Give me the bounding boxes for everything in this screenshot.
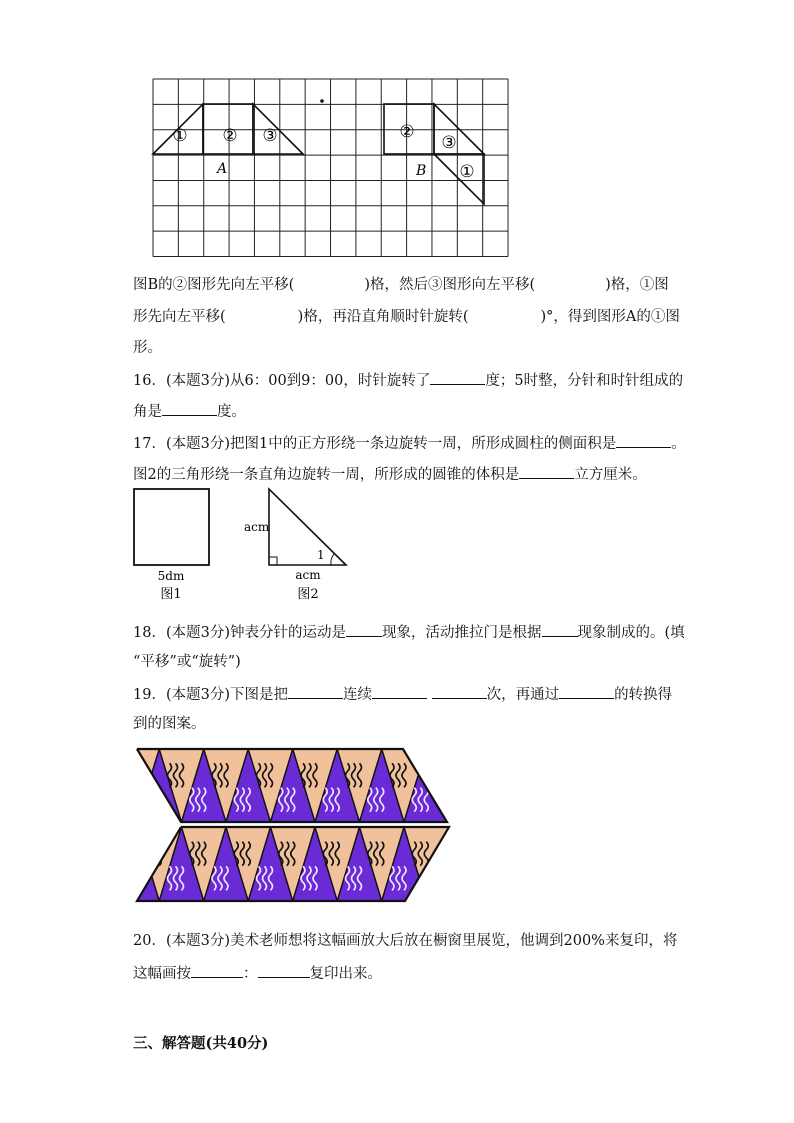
pattern-wave [435,866,439,890]
shape-b [384,104,484,204]
grid-lines [153,79,508,257]
q16-line-2: 角是 度。 [133,400,246,422]
q15-line-3: 形。 [133,340,162,356]
pattern-row-bottom [133,827,455,901]
section-3-heading: 三、解答题(共40分) [133,1035,269,1052]
fig2-angle-arc [331,554,334,565]
q18-blank-1[interactable] [346,621,382,637]
pattern-wave [135,763,139,787]
pattern-wave [441,763,445,787]
shape-b-name: B [416,163,427,179]
q17-line-1: 17．(本题3分)把图1中的正方形绕一条边旋转一周，所形成圆柱的侧面积是 。 [133,432,686,454]
pattern-wave [435,763,439,787]
q18-blank-2[interactable] [542,621,578,637]
pattern-row-top [133,749,455,822]
q16-line-1: 16．(本题3分)从6：00到9：00，时针旋转了 度；5时整，分针和时针组成的 [133,369,683,391]
pattern-wave [151,788,155,812]
q19-blank-4[interactable] [559,683,614,699]
translation-grid-figure [151,77,513,259]
pattern-triangle [449,827,456,901]
q19-line-1: 19．(本题3分)下图是把 连续 次，再通过 的转换得 [133,683,672,705]
shape-a-name: A [217,161,228,177]
q20-blank-2[interactable] [258,962,310,978]
fig2-horizontal-label: acm [295,568,321,582]
q16-blank-2[interactable] [162,400,217,416]
q17-line-2: 图2的三角形绕一条直角边旋转一周，所形成的圆锥的体积是 立方厘米。 [133,463,647,485]
q16-blank-1[interactable] [430,369,485,385]
q18-line-2: “平移”或“旋转”) [133,654,241,670]
fig2-angle-label: 1 [317,548,325,562]
shape-a-label-2: ② [222,126,238,146]
pattern-wave [145,788,149,812]
q17-blank-1[interactable] [616,432,671,448]
pattern-wave [135,866,139,890]
pattern-wave [151,842,155,866]
q19-line-2: 到的图案。 [133,716,206,732]
q20-line-2: 这幅画按 ： 复印出来。 [133,962,382,984]
pattern-triangle [449,749,456,822]
shape-b-label-3: ③ [441,133,457,153]
shape-a-label-3: ③ [262,126,278,146]
q20-line-1: 20．(本题3分)美术老师想将这幅画放大后放在橱窗里展览，他调到200%来复印，将 [133,933,678,949]
q17-blank-2[interactable] [519,463,574,479]
grid-dot [320,99,324,103]
pattern-wave [447,763,451,787]
pattern-wave [441,866,445,890]
fig2-vertical-label: acm [244,520,270,534]
fig2-right-angle-mark [269,557,277,565]
q19-blank-2[interactable] [372,683,427,699]
fig1-square [134,489,209,565]
shape-a-triangle-3 [253,104,303,154]
fig2-caption: 图2 [297,587,319,602]
q15-line-2: 形先向左平移( )格，再沿直角顺时针旋转( )°，得到图形A的①图 [133,309,680,325]
pattern-wave [145,842,149,866]
q17-figures [130,485,360,607]
fig1-side-label: 5dm [157,569,185,583]
fig1-caption: 图1 [160,587,182,602]
q19-blank-3[interactable] [432,683,487,699]
q15-line-1: 图B的②图形先向左平移( )格，然后③图形向左平移( )格，①图 [133,277,669,293]
q19-blank-1[interactable] [288,683,343,699]
pattern-wave [447,866,451,890]
shape-b-label-2: ② [399,122,415,142]
pattern-wave [157,788,161,812]
shape-a-label-1: ① [172,126,188,146]
tessellation-pattern [133,745,455,905]
q18-line-1: 18．(本题3分)钟表分针的运动是 现象，活动推拉门是根据 现象制成的。(填 [133,621,685,643]
shape-b-label-1: ① [459,162,475,182]
q20-blank-1[interactable] [191,962,243,978]
fig2-right-triangle [269,489,346,565]
